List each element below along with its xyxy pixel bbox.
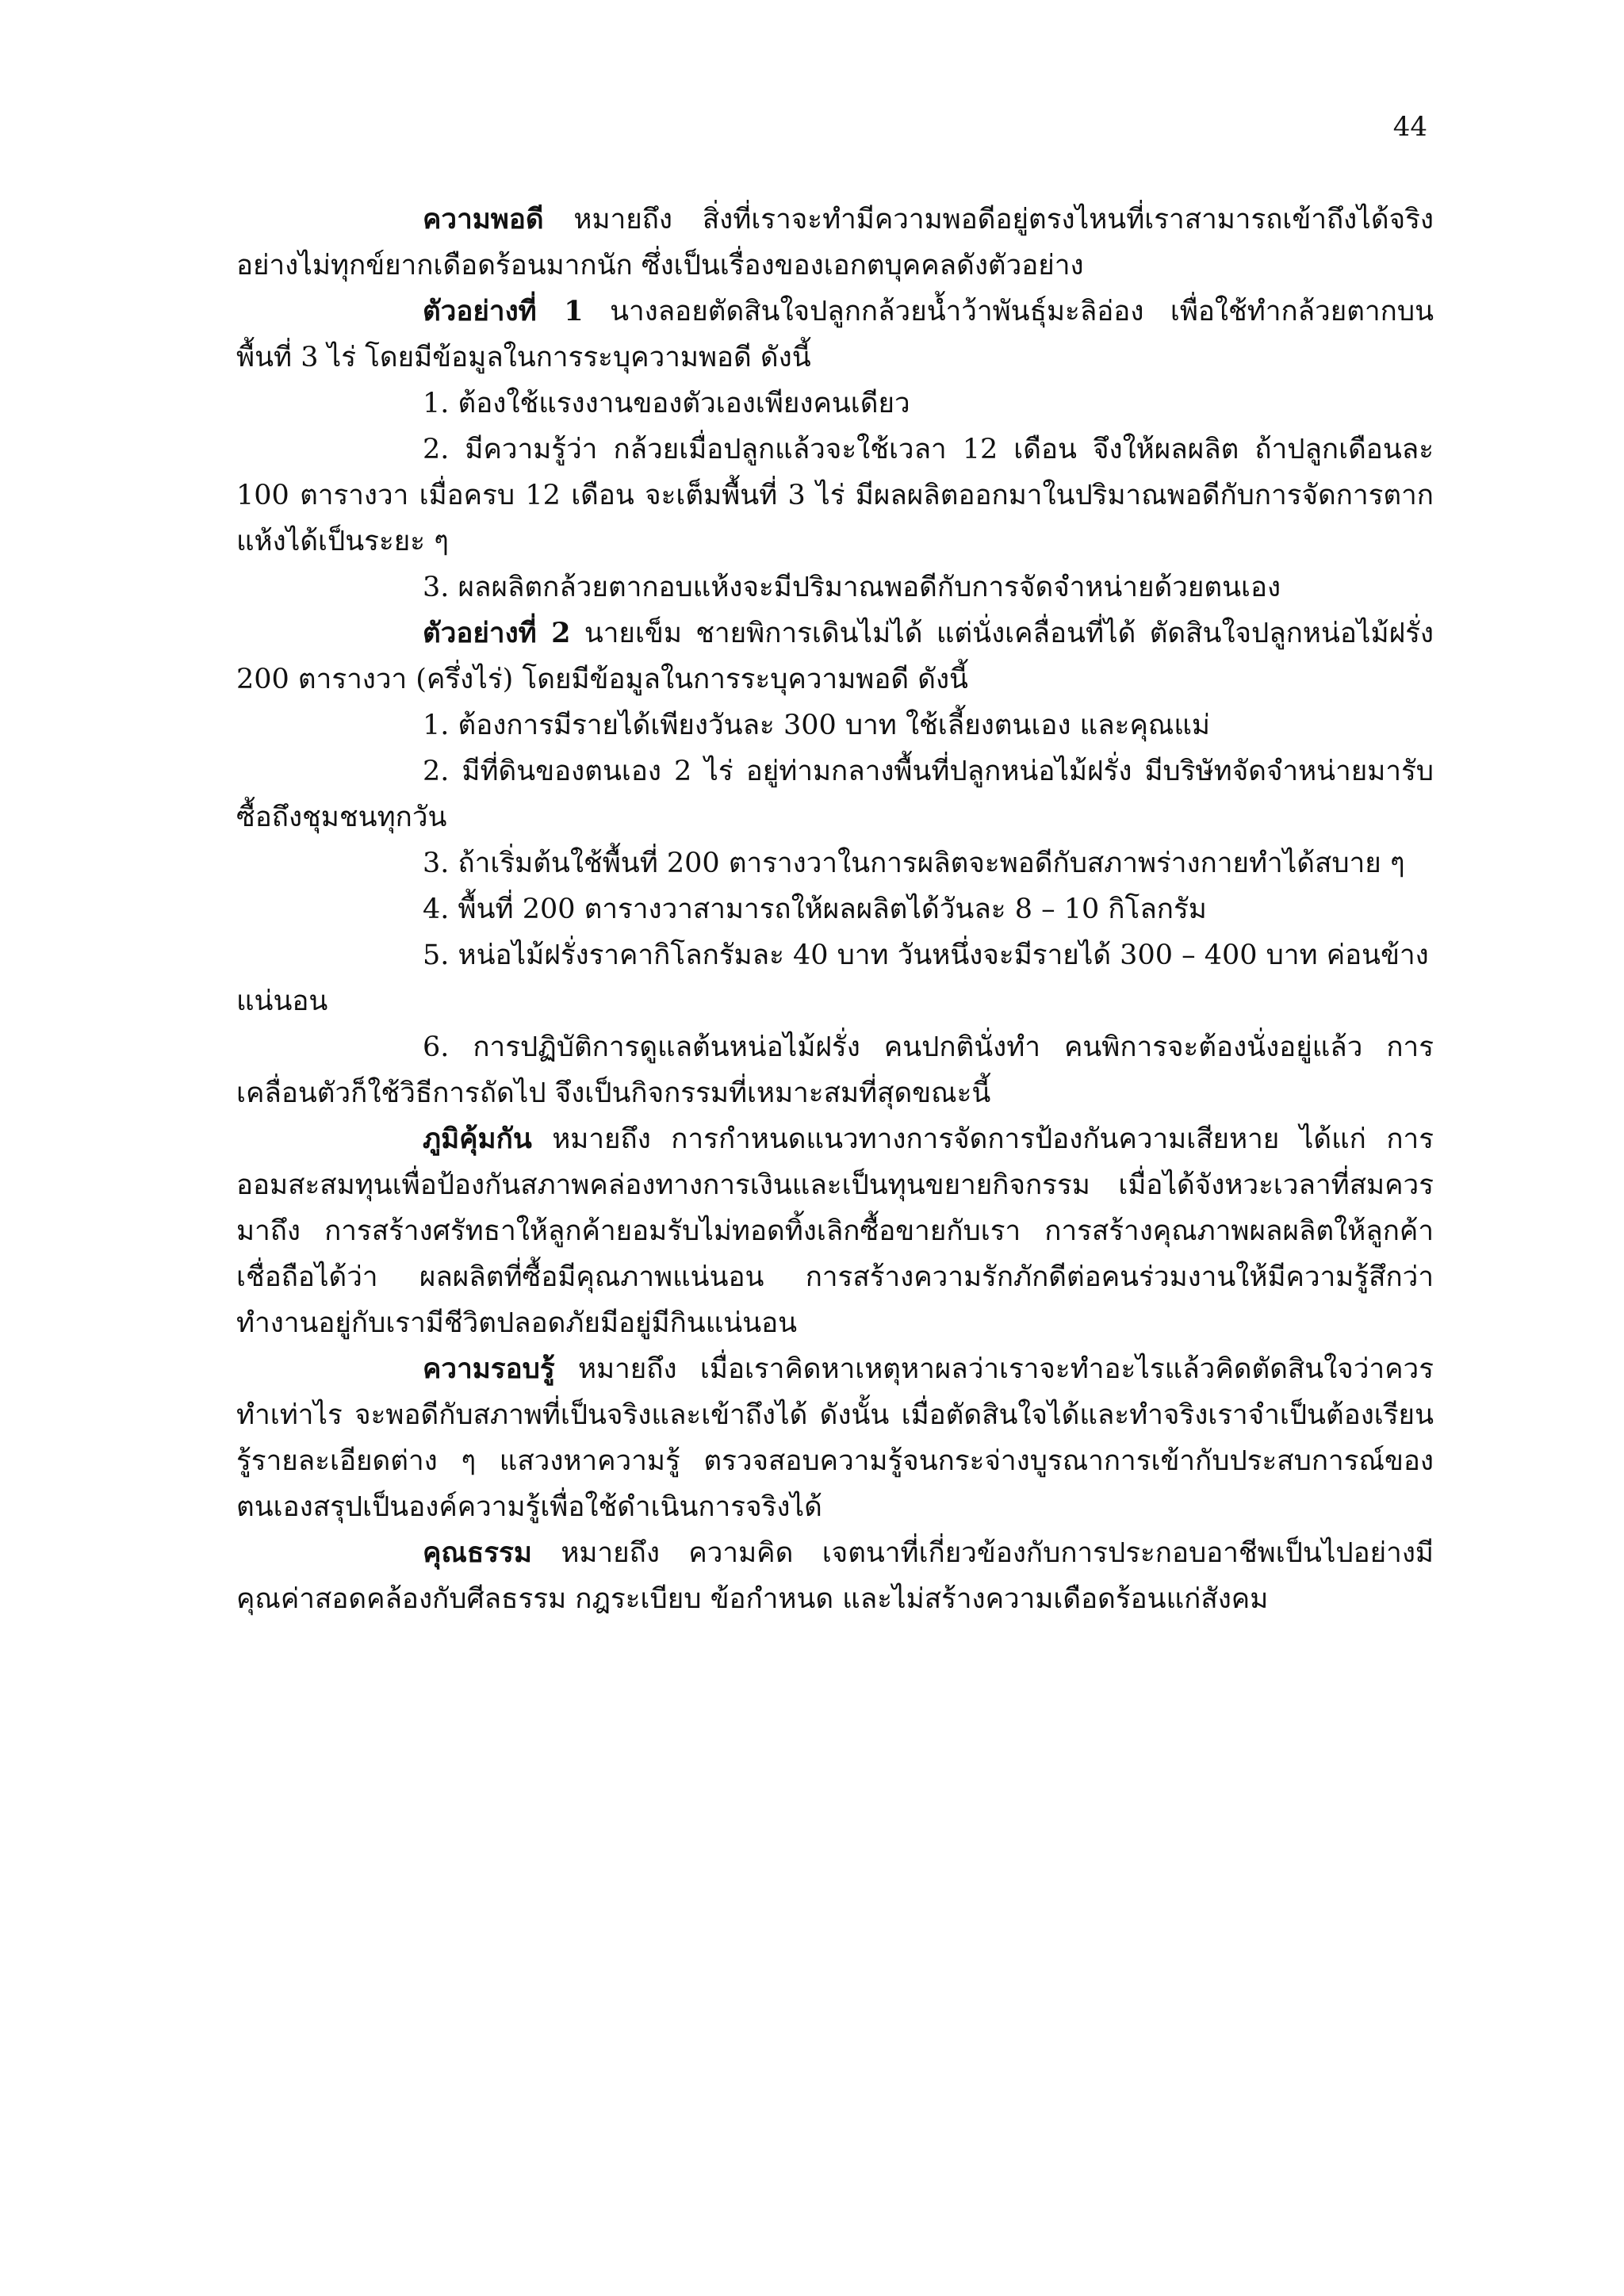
list-item <box>236 381 1434 427</box>
defined-term: ตัวอย่างที่ 1 <box>423 295 584 327</box>
page-number: 44 <box>1392 111 1427 143</box>
paragraph-text: 6. การปฏิบัติการดูแลต้นหน่อไม้ฝรั่ง คนปกตินั่งทำ คนพิการจะต้องนั่งอยู่แล้ว การเคลื่อนตัวก็ใช้วิธีการถัดไป จึงเป็นกิจกรรมที่เหมาะสมที่สุดขณะนี้ <box>236 1031 1434 1109</box>
paragraph-text: 2. มีความรู้ว่า กล้วยเมื่อปลูกแล้วจะใช้เวลา 12 เดือน จึงให้ผลผลิต ถ้าปลูกเดือนละ 100 ตารางวา เมื่อครบ 12 เดือน จะเต็มพื้นที่ 3 ไร่ มีผลผลิตออกมาในปริมาณพอดีกับการจัดการตากแห้งได้เป็นระยะ ๆ <box>236 434 1434 557</box>
paragraph-text: หมายถึง ความคิด เจตนาที่เกี่ยวข้องกับการประกอบอาชีพเป็นไปอย่างมีคุณค่าสอดคล้องกับศีลธรรม กฎระเบียบ ข้อกำหนด และไม่สร้างความเดือดร้อนแก่สังคม <box>236 1537 1434 1615</box>
defined-term: คุณธรรม <box>423 1536 532 1569</box>
paragraph <box>236 1346 1434 1530</box>
list-item <box>236 932 1434 1024</box>
paragraph <box>236 1024 1434 1116</box>
paragraph-text: 1. ต้องการมีรายได้เพียงวันละ 300 บาท ใช้เลี้ยงตนเอง และคุณแม่ <box>423 710 1210 741</box>
paragraph <box>236 610 1434 702</box>
list-item <box>236 564 1434 610</box>
paragraph-text: นางลอยตัดสินใจปลูกกล้วยน้ำว้าพันธุ์มะลิอ่อง เพื่อใช้ทำกล้วยตากบนพื้นที่ 3 ไร่ โดยมีข้อมูลในการระบุความพอดี ดังนี้ <box>236 296 1434 373</box>
defined-term: ตัวอย่างที่ 2 <box>423 617 571 649</box>
defined-term: ความรอบรู้ <box>423 1353 555 1385</box>
paragraph-text: 2. มีที่ดินของตนเอง 2 ไร่ อยู่ท่ามกลางพื้นที่ปลูกหน่อไม้ฝรั่ง มีบริษัทจัดจำหน่ายมารับซื้อถึงชุมชนทุกวัน <box>236 756 1434 833</box>
paragraph-text: หมายถึง การกำหนดแนวทางการจัดการป้องกันความเสียหาย ได้แก่ การออมสะสมทุนเพื่อป้องกันสภาพคล่องทางการเงินและเป็นทุนขยายกิจกรรม เมื่อได้จังหวะเวลาที่สมควรมาถึง การสร้างศรัทธาให้ลูกค้ายอมรับไม่ทอดทิ้งเลิกซื้อขายกับเรา การสร้างคุณภาพผลผลิตให้ลูกค้าเชื่อถือได้ว่า ผลผลิตที่ซื้อมีคุณภาพแน่นอน การสร้างความรักภักดีต่อคนร่วมงานให้มีความรู้สึกว่า ทำงานอยู่กับเรามีชีวิตปลอดภัยมีอยู่มีกินแน่นอน <box>236 1123 1434 1339</box>
paragraph-text: 5. หน่อไม้ฝรั่งราคากิโลกรัมละ 40 บาท วันหนึ่งจะมีรายได้ 300 – 400 บาท ค่อนข้างแน่นอน <box>236 939 1429 1017</box>
defined-term: ภูมิคุ้มกัน <box>423 1123 532 1155</box>
paragraph <box>236 748 1434 840</box>
paragraph-text: 3. ผลผลิตกล้วยตากอบแห้งจะมีปริมาณพอดีกับการจัดจำหน่ายด้วยตนเอง <box>423 572 1281 603</box>
list-item <box>236 840 1434 886</box>
paragraph <box>236 1116 1434 1346</box>
paragraph <box>236 427 1434 564</box>
defined-term: ความพอดี <box>423 203 544 235</box>
paragraph-text: นายเข็ม ชายพิการเดินไม่ได้ แต่นั่งเคลื่อนที่ได้ ตัดสินใจปลูกหน่อไม้ฝรั่ง 200 ตารางวา (ครึ่งไร่) โดยมีข้อมูลในการระบุความพอดี ดังนี้ <box>236 618 1434 695</box>
paragraph <box>236 1530 1434 1622</box>
paragraph-text: หมายถึง สิ่งที่เราจะทำมีความพอดีอยู่ตรงไหนที่เราสามารถเข้าถึงได้จริงอย่างไม่ทุกข์ยากเดือดร้อนมากนัก ซึ่งเป็นเรื่องของเอกตบุคคลดังตัวอย่าง <box>236 204 1434 281</box>
paragraph-text: 1. ต้องใช้แรงงานของตัวเองเพียงคนเดียว <box>423 388 910 419</box>
paragraph <box>236 197 1434 289</box>
list-item <box>236 886 1434 932</box>
document-body <box>236 197 1434 1622</box>
paragraph-text: หมายถึง เมื่อเราคิดหาเหตุหาผลว่าเราจะทำอะไรแล้วคิดตัดสินใจว่าควรทำเท่าไร จะพอดีกับสภาพที่เป็นจริงและเข้าถึงได้ ดังนั้น เมื่อตัดสินใจได้และทำจริงเราจำเป็นต้องเรียนรู้รายละเอียดต่าง ๆ แสวงหาความรู้ ตรวจสอบความรู้จนกระจ่างบูรณาการเข้ากับประสบการณ์ของตนเองสรุปเป็นองค์ความรู้เพื่อใช้ดำเนินการจริงได้ <box>236 1353 1434 1523</box>
paragraph <box>236 289 1434 381</box>
paragraph-text: 3. ถ้าเริ่มต้นใช้พื้นที่ 200 ตารางวาในการผลิตจะพอดีกับสภาพร่างกายทำได้สบาย ๆ <box>423 848 1405 879</box>
list-item <box>236 702 1434 748</box>
paragraph-text: 4. พื้นที่ 200 ตารางวาสามารถให้ผลผลิตได้วันละ 8 – 10 กิโลกรัม <box>423 894 1207 925</box>
